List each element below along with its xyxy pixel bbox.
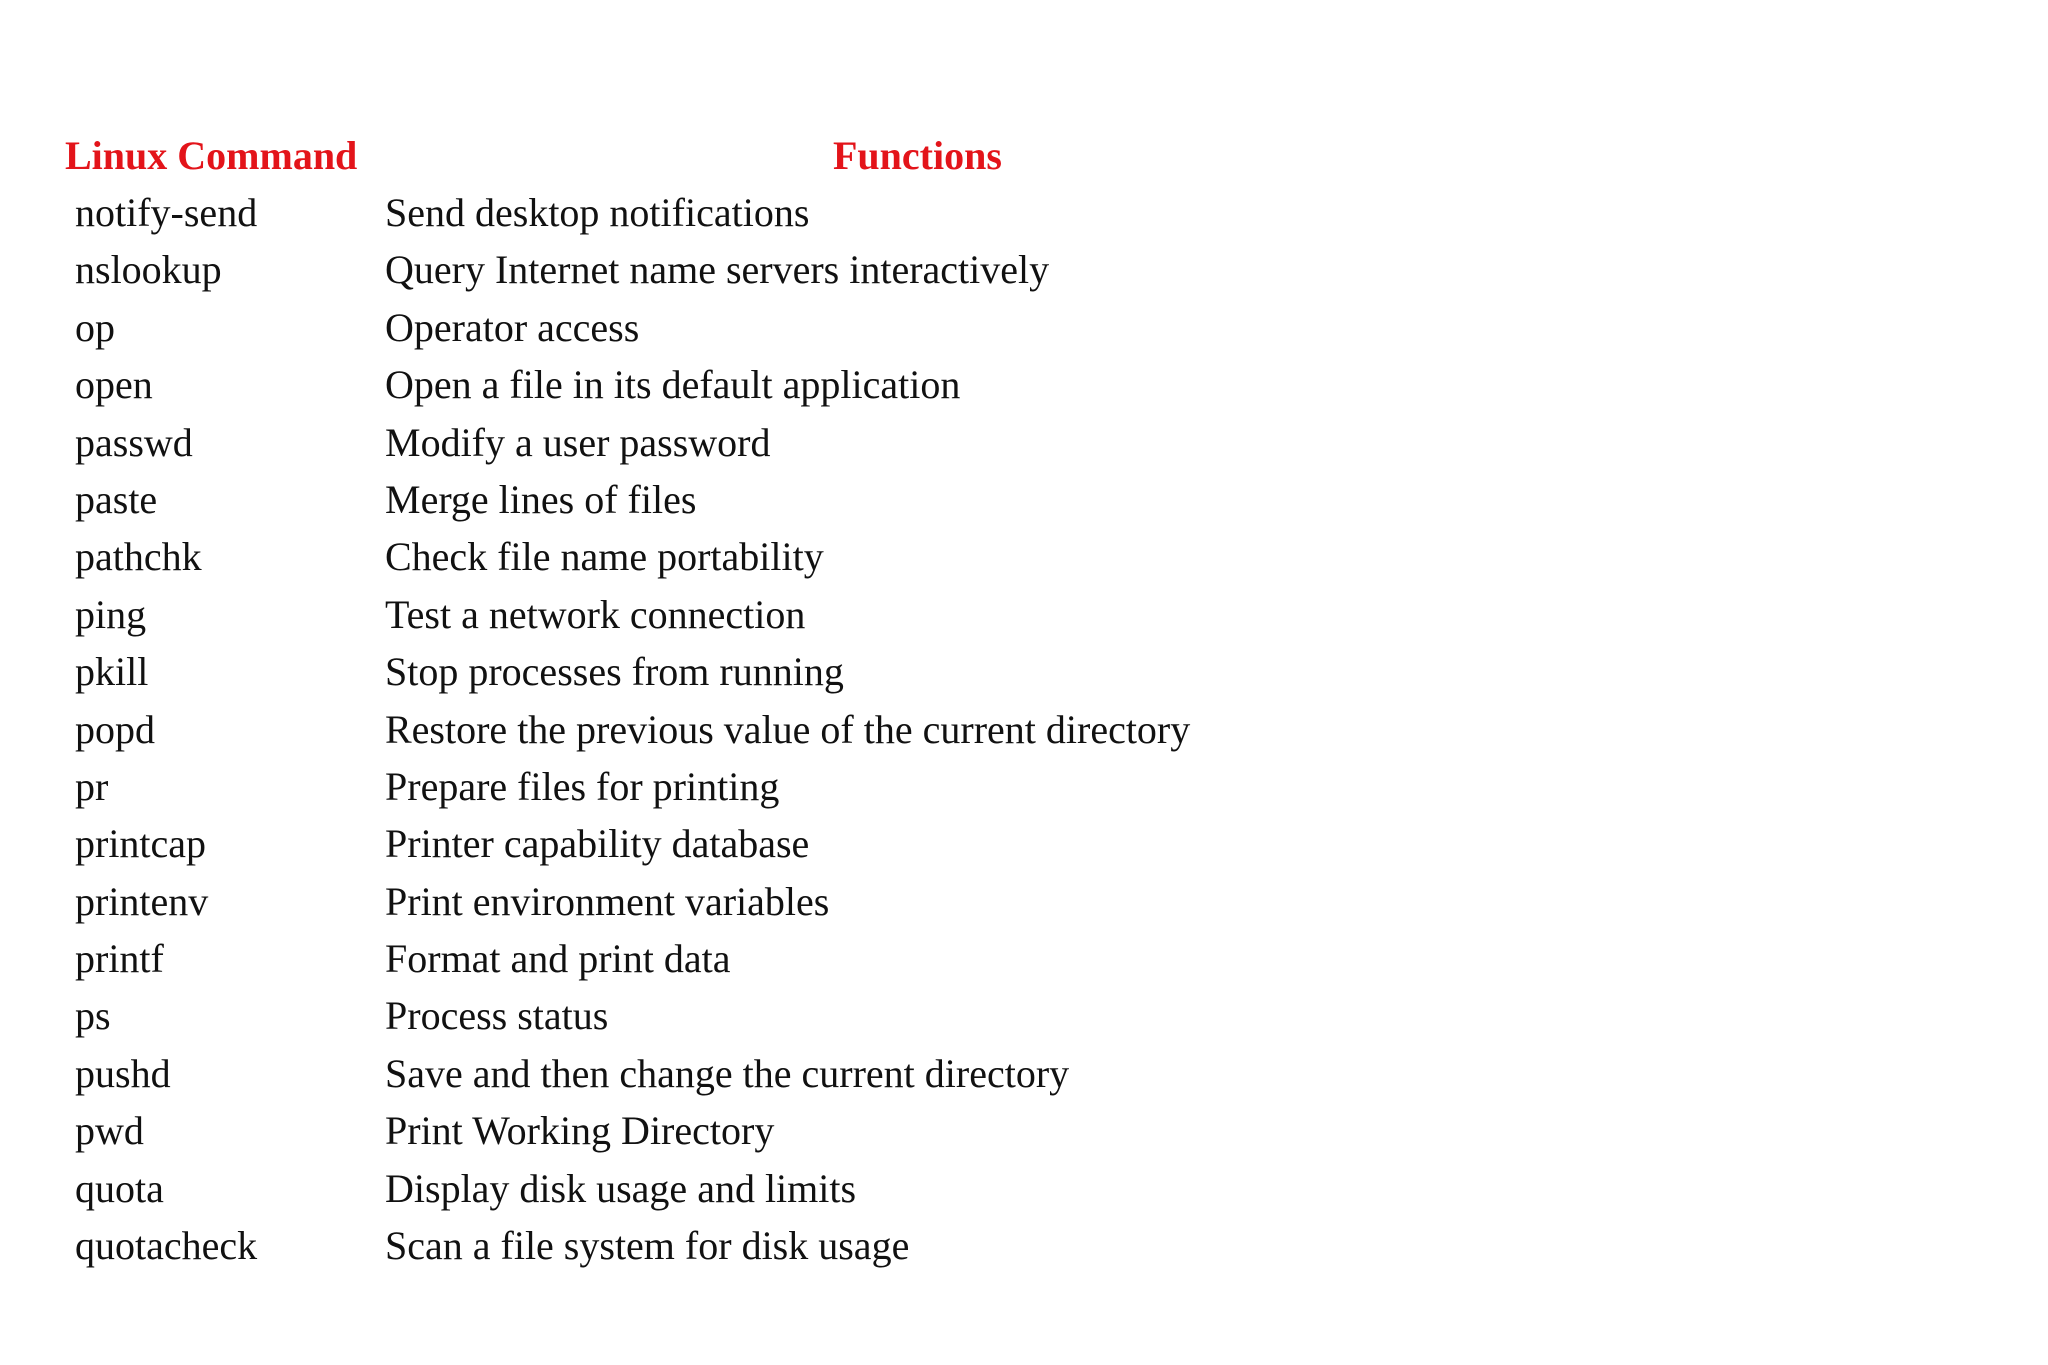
function-cell: Stop processes from running xyxy=(385,649,844,695)
command-cell: ps xyxy=(75,993,111,1039)
table-row xyxy=(0,414,2048,471)
command-cell: quotacheck xyxy=(75,1223,258,1269)
command-cell: printcap xyxy=(75,821,207,867)
table-row xyxy=(0,930,2048,987)
command-cell: pr xyxy=(75,763,109,809)
table-row xyxy=(0,758,2048,815)
function-cell: Printer capability database xyxy=(385,821,810,867)
table-row xyxy=(0,356,2048,413)
command-cell: nslookup xyxy=(75,247,222,293)
command-cell: pwd xyxy=(75,1108,144,1154)
column-header-command: Linux Command xyxy=(65,133,358,178)
function-cell: Merge lines of files xyxy=(385,476,697,522)
command-cell: pathchk xyxy=(75,534,202,580)
command-cell: pushd xyxy=(75,1050,171,1096)
table-row xyxy=(0,815,2048,872)
table-row xyxy=(0,1160,2048,1217)
command-cell: paste xyxy=(75,476,158,522)
table-header xyxy=(0,128,2048,184)
function-cell: Test a network connection xyxy=(385,591,806,637)
table-row xyxy=(0,184,2048,241)
function-cell: Save and then change the current directory xyxy=(385,1050,1070,1096)
table-row xyxy=(0,1045,2048,1102)
table-row xyxy=(0,873,2048,930)
function-cell: Modify a user password xyxy=(385,419,771,465)
command-table xyxy=(0,184,2048,1274)
command-cell: printf xyxy=(75,936,164,982)
command-cell: ping xyxy=(75,591,147,637)
function-cell: Scan a file system for disk usage xyxy=(385,1223,910,1269)
table-row xyxy=(0,701,2048,758)
function-cell: Print environment variables xyxy=(385,878,830,924)
command-cell: op xyxy=(75,304,115,350)
column-header-functions: Functions xyxy=(833,133,1002,178)
command-cell: passwd xyxy=(75,419,193,465)
function-cell: Print Working Directory xyxy=(385,1108,775,1154)
table-row xyxy=(0,1217,2048,1274)
function-cell: Process status xyxy=(385,993,609,1039)
table-row xyxy=(0,241,2048,298)
function-cell: Operator access xyxy=(385,304,640,350)
table-row xyxy=(0,1102,2048,1159)
command-cell: open xyxy=(75,362,153,408)
function-cell: Restore the previous value of the current directory xyxy=(385,706,1191,752)
function-cell: Format and print data xyxy=(385,936,731,982)
function-cell: Check file name portability xyxy=(385,534,824,580)
command-cell: notify-send xyxy=(75,190,258,235)
function-cell: Open a file in its default application xyxy=(385,362,961,408)
table-row xyxy=(0,299,2048,356)
table-row xyxy=(0,643,2048,700)
table-row xyxy=(0,586,2048,643)
function-cell: Query Internet name servers interactively xyxy=(385,247,1050,293)
function-cell: Prepare files for printing xyxy=(385,763,780,809)
command-cell: pkill xyxy=(75,649,149,695)
table-row xyxy=(0,471,2048,528)
command-cell: printenv xyxy=(75,878,209,924)
command-cell: quota xyxy=(75,1165,164,1211)
command-cell: popd xyxy=(75,706,155,752)
function-cell: Send desktop notifications xyxy=(385,190,810,235)
function-cell: Display disk usage and limits xyxy=(385,1165,857,1211)
table-row xyxy=(0,987,2048,1044)
table-row xyxy=(0,528,2048,585)
